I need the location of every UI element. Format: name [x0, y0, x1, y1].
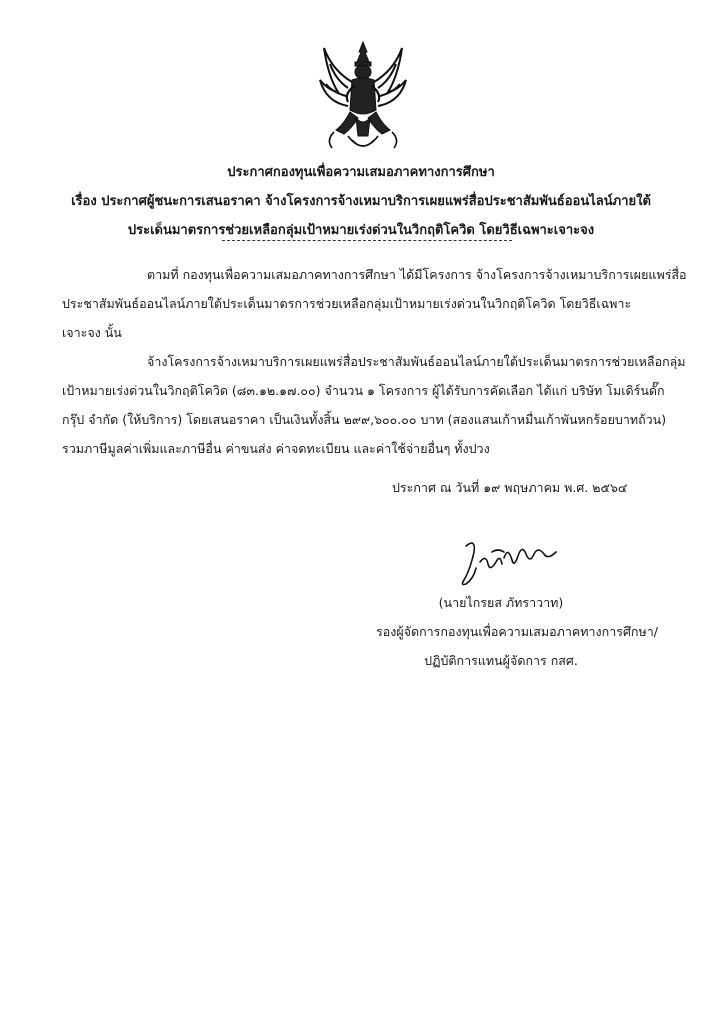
document-title [40, 158, 682, 245]
signer-title: ปฏิบัติการแทนผู้จัดการ กสศ. [424, 653, 578, 668]
signer-name: (นายไกรยส ภัทราวาท) [438, 595, 564, 610]
garuda-emblem-icon [318, 40, 408, 158]
title-line: เรื่อง ประกาศผู้ชนะการเสนอราคา จ้างโครงการจ้างเหมาบริการเผยแพร่สื่อประชาสัมพันธ์ออนไลน์ภายใต้ [71, 194, 651, 209]
paragraph-line: ตามที่ กองทุนเพื่อความเสมอภาคทางการศึกษา ได้มีโครงการ จ้างโครงการจ้างเหมาบริการเผยแพร่สื่อ [147, 267, 687, 282]
signer-block [376, 588, 658, 675]
paragraph-line: เจาะจง นั้น [62, 325, 122, 340]
paragraph-line: เป้าหมายเร่งด่วนในวิกฤติโควิด (๘๓.๑๒.๑๗.๐๐) จำนวน ๑ โครงการ ผู้ได้รับการคัดเลือก ได้แก่ บริษัท โมเดิร์นดั๊ก [62, 383, 665, 398]
announcement-date: ประกาศ ณ วันที่ ๑๙ พฤษภาคม พ.ศ. ๒๕๖๔ [392, 480, 628, 495]
paragraph [62, 260, 687, 347]
handwritten-signature [452, 532, 562, 594]
paragraph-line: จ้างโครงการจ้างเหมาบริการเผยแพร่สื่อประชาสัมพันธ์ออนไลน์ภายใต้ประเด็นมาตรการช่วยเหลือกลุ่ม [147, 354, 686, 369]
title-line: ประกาศกองทุนเพื่อความเสมอภาคทางการศึกษา [227, 165, 495, 180]
document-body [62, 260, 687, 463]
separator-line [222, 240, 512, 241]
paragraph-line: รวมภาษีมูลค่าเพิ่มและภาษีอื่น ค่าขนส่ง ค่าจดทะเบียน และค่าใช้จ่ายอื่นๆ ทั้งปวง [62, 441, 490, 456]
paragraph-line: กรุ๊ป จำกัด (ให้บริการ) โดยเสนอราคา เป็นเงินทั้งสิ้น ๒๙๙,๖๐๐.๐๐ บาท (สองแสนเก้าหมื่นเก้าพันหกร้อยบาทถ้วน) [62, 412, 667, 427]
signer-title: รองผู้จัดการกองทุนเพื่อความเสมอภาคทางการศึกษา/ [376, 624, 658, 639]
paragraph-line: ประชาสัมพันธ์ออนไลน์ภายใต้ประเด็นมาตรการช่วยเหลือกลุ่มเป้าหมายเร่งด่วนในวิกฤติโควิด โดยวิธีเฉพาะ [62, 296, 632, 311]
title-line: ประเด็นมาตรการช่วยเหลือกลุ่มเป้าหมายเร่งด่วนในวิกฤติโควิด โดยวิธีเฉพาะเจาะจง [127, 223, 595, 238]
paragraph [62, 347, 686, 463]
